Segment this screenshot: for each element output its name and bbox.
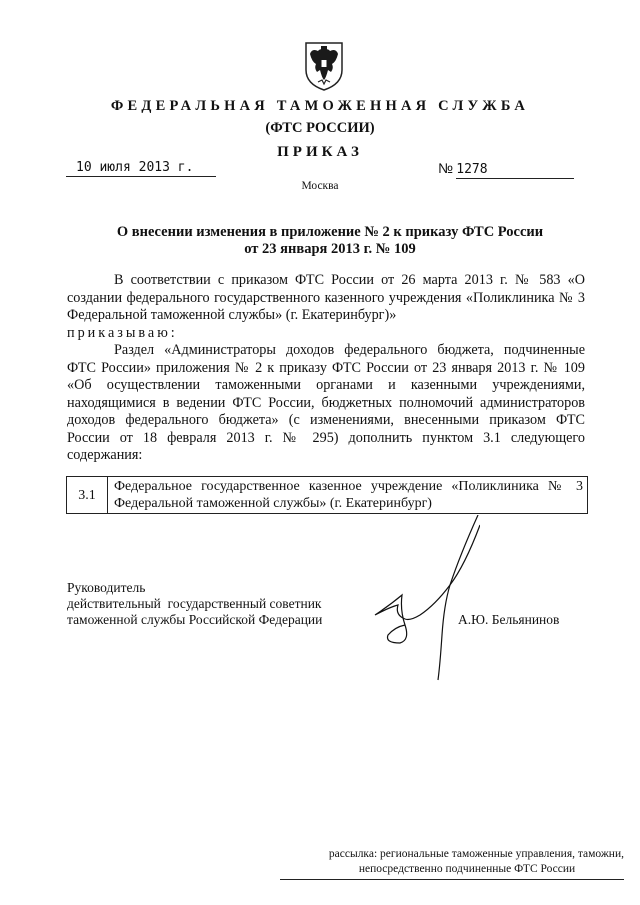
organization-abbreviation: (ФТС РОССИИ) (265, 120, 375, 136)
organization-name: ФЕДЕРАЛЬНАЯ ТАМОЖЕННАЯ СЛУЖБА (110, 98, 530, 114)
mailing-line-2: непосредственно подчиненные ФТС России (358, 863, 576, 875)
document-body (67, 272, 585, 465)
signatory-position (67, 580, 322, 628)
order-number: 1278 (456, 162, 574, 179)
mailing-line-1: рассылка: региональные таможенные управления, таможни, (328, 848, 624, 860)
preamble-paragraph: В соответствии с приказом ФТС России от 26 марта 2013 г. № 583 «О создании федерального государственного казенного учреждения «Поликлиника № 3 Федеральной таможенной службы» (г. Екатеринбург)» (67, 272, 585, 323)
city: Москва (301, 180, 339, 192)
mailing-underline (280, 879, 624, 880)
mailing-list (280, 847, 624, 877)
handwritten-signature-icon (370, 515, 480, 695)
document-type: ПРИКАЗ (277, 144, 363, 160)
item-number: 3.1 (67, 477, 108, 513)
signatory-name: А.Ю. Бельянинов (458, 612, 560, 627)
title-line-1: О внесении изменения в приложение № 2 к приказу ФТС России (116, 224, 544, 240)
main-paragraph: Раздел «Администраторы доходов федерального бюджета, подчиненные ФТС России» приложения № 2 к приказу ФТС России от 23 января 2013 г. № 109 «Об осуществлении таможенными органами и казенными учреждениями, находящимися в ведении ФТС России, бюджетных полномочий администраторов доходов федерального бюджета» (с изменениями, внесенными приказом ФТС России от 18 февраля 2013 г. № 295) дополнить пунктом 3.1 следующего содержания: (67, 342, 585, 463)
russian-coat-of-arms-icon (302, 40, 346, 92)
number-sign: № (438, 160, 454, 176)
order-word: приказываю: (67, 324, 178, 341)
position-line-2: действительный государственный советник (67, 596, 322, 611)
amendment-table-row (66, 476, 588, 514)
document-title (60, 224, 600, 258)
item-text: Федеральное государственное казенное учреждение «Поликлиника № 3 Федеральной таможенной службы» (г. Екатеринбург) (114, 479, 583, 511)
order-date: 10 июля 2013 г. (66, 160, 216, 177)
title-line-2: от 23 января 2013 г. № 109 (244, 241, 416, 257)
position-line-1: Руководитель (67, 580, 146, 595)
position-line-3: таможенной службы Российской Федерации (67, 612, 323, 627)
order-number-field (438, 160, 582, 179)
